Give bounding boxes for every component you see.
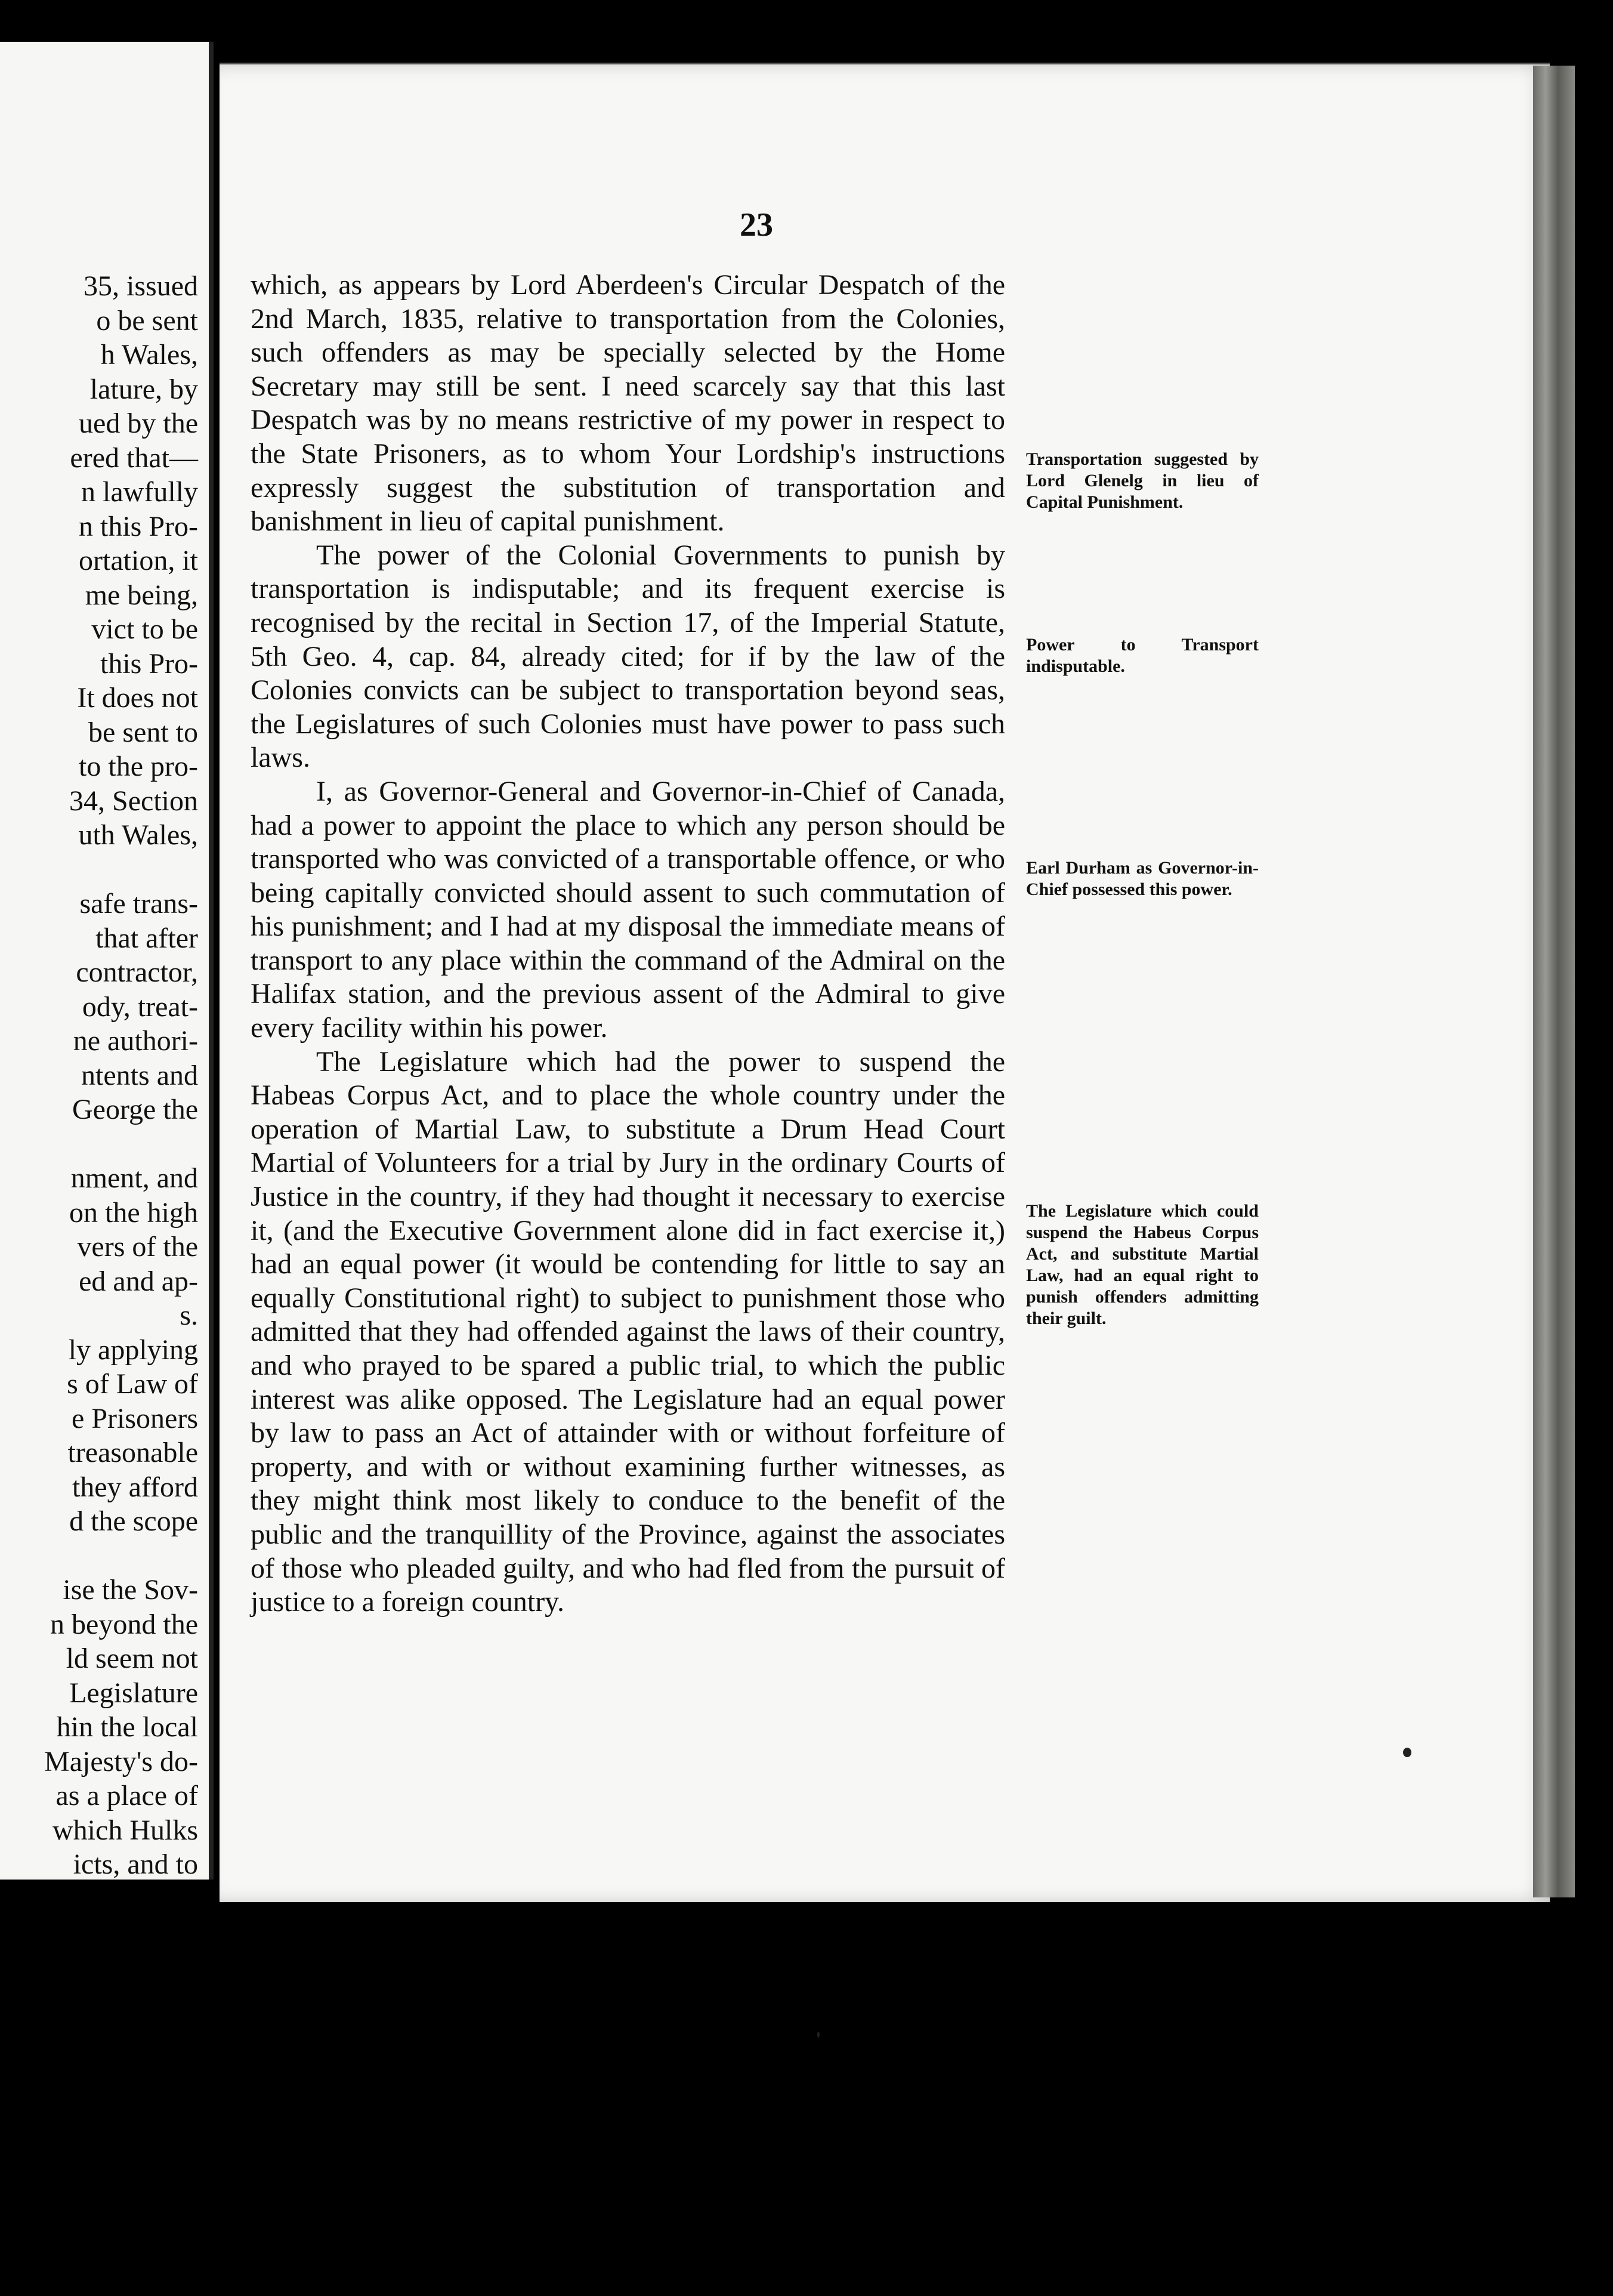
- paragraph-2: The power of the Colonial Governments to punish by transportation is indisputable; and its frequent exercise is recognised by the recital in Section 17, of the Imperial Statute, 5th Geo. 4, cap. 84, already cited; for if by the law of the Colonies convicts can be subject to transportation beyond seas, the Legislatures of such Colonies must have power to pass such laws.: [251, 539, 1005, 774]
- left-page-line: be sent to: [88, 716, 198, 748]
- left-page-line: ld seem not: [66, 1643, 198, 1674]
- left-page-line: ued by the: [79, 408, 198, 439]
- ink-speck: [1403, 1748, 1411, 1757]
- paragraph-1: which, as appears by Lord Aberdeen's Circular Despatch of the 2nd March, 1835, relative to transportation from the Colonies, such offenders as may be specially selected by the Home Secretary may still be sent. I need scarcely say that this last Despatch was by no means restrictive of my power in respect to the State Prisoners, as to whom Your Lordship's instructions expressly suggest the substitution of transportation and banishment in lieu of capital punishment.: [251, 269, 1005, 538]
- left-page-line: me being,: [85, 579, 198, 611]
- sidenote-earl-durham: Earl Durham as Governor-in-Chief possessed this power.: [1026, 858, 1259, 899]
- left-page-line: ly applying: [68, 1334, 198, 1366]
- left-page-line: d the scope: [69, 1505, 198, 1537]
- left-page-line: n beyond the: [50, 1608, 198, 1640]
- left-page-line: hin the local: [56, 1711, 198, 1743]
- page-edge: [1533, 66, 1575, 1897]
- left-page-line: which Hulks: [52, 1814, 198, 1846]
- left-page-line: to the pro-: [79, 751, 198, 782]
- left-page-line: ered that—: [70, 442, 198, 474]
- left-page-line: icts, and to: [73, 1848, 198, 1880]
- left-page-line: George the: [72, 1094, 198, 1125]
- left-page-line: ne authori-: [73, 1025, 198, 1057]
- body-text: [251, 269, 1005, 1619]
- left-page-line: n lawfully: [81, 476, 198, 508]
- page-number: 23: [740, 206, 773, 243]
- sidenote-transportation: Transportation suggested by Lord Glenelg in lieu of Capital Punishment.: [1026, 449, 1259, 512]
- left-page-line: ntents and: [81, 1059, 198, 1091]
- left-page-line: nment, and: [70, 1162, 198, 1194]
- left-page-line: ortation, it: [79, 545, 198, 576]
- left-page-line: 34, Section: [69, 785, 198, 817]
- left-facing-page: [0, 42, 214, 1880]
- left-page-line: s.: [180, 1300, 198, 1331]
- left-page-line: treasonable: [67, 1437, 198, 1468]
- left-page-line: s of Law of: [67, 1368, 198, 1400]
- paragraph-4: The Legislature which had the power to suspend the Habeas Corpus Act, and to place the whole country under the operation of Martial Law, to substitute a Drum Head Court Martial of Volunteers for a trial by Jury in the ordinary Courts of Justice in the country, if they had thought it necessary to exercise it, (and the Executive Government alone did in fact exercise it,) had an equal power (it would be contending for little to say an equally Constitutional right) to subject to punishment those who admitted that they had offended against the laws of their country, and who prayed to be spared a public trial, to which the public interest was alike opposed. The Legislature had an equal power by law to pass an Act of attainder with or without forfeiture of property, and with or without examining further witnesses, as they might think most likely to conduce to the benefit of the public and the tranquillity of the Province, against the associates of those who pleaded guilty, and who had fled from the pursuit of justice to a foreign country.: [251, 1045, 1005, 1618]
- left-page-line: ise the Sov-: [63, 1574, 198, 1606]
- left-page-line: as a place of: [55, 1780, 198, 1812]
- paragraph-3: I, as Governor-General and Governor-in-Chief of Canada, had a power to appoint the place to which any person should be transported who was convicted of a transportable offence, or who being capitally convicted should assent to such commutation of his punishment; and I had at my disposal the immediate means of transport to any place within the command of the Admiral on the Halifax station, and the previous assent of the Admiral to give every facility within his power.: [251, 775, 1005, 1044]
- left-page-line: on the high: [69, 1196, 198, 1229]
- left-page-line: this Pro-: [100, 647, 198, 680]
- left-page-line: that after: [95, 922, 198, 954]
- left-page-line: safe trans-: [79, 888, 198, 919]
- left-page-line: uth Wales,: [78, 819, 198, 851]
- left-page-line: they afford: [72, 1471, 198, 1503]
- left-page-line: ed and ap-: [79, 1265, 198, 1297]
- left-page-line: e Prisoners: [72, 1402, 198, 1434]
- left-page-line: ody, treat-: [82, 990, 198, 1023]
- sidenote-power-to-transport: Power to Transport indisputable.: [1026, 635, 1259, 676]
- left-page-line: vict to be: [91, 613, 198, 645]
- left-page-line: Legislature: [69, 1677, 198, 1709]
- left-page-line: lature, by: [89, 373, 198, 405]
- left-page-line: Majesty's do-: [44, 1745, 198, 1777]
- left-page-line: 35, issued: [84, 270, 198, 302]
- left-page-line: contractor,: [76, 956, 198, 988]
- left-page-line: vers of the: [77, 1231, 198, 1263]
- sidenote-legislature: The Legislature which could suspend the Habeus Corpus Act, and substitute Martial Law, had an equal right to punish offenders admitting their guilt.: [1026, 1201, 1259, 1328]
- left-page-line: o be sent: [96, 304, 198, 337]
- left-page-line: h Wales,: [100, 339, 198, 371]
- left-page-line: It does not: [77, 682, 198, 714]
- left-page-line: n this Pro-: [78, 510, 198, 542]
- ink-speck: [817, 2032, 820, 2038]
